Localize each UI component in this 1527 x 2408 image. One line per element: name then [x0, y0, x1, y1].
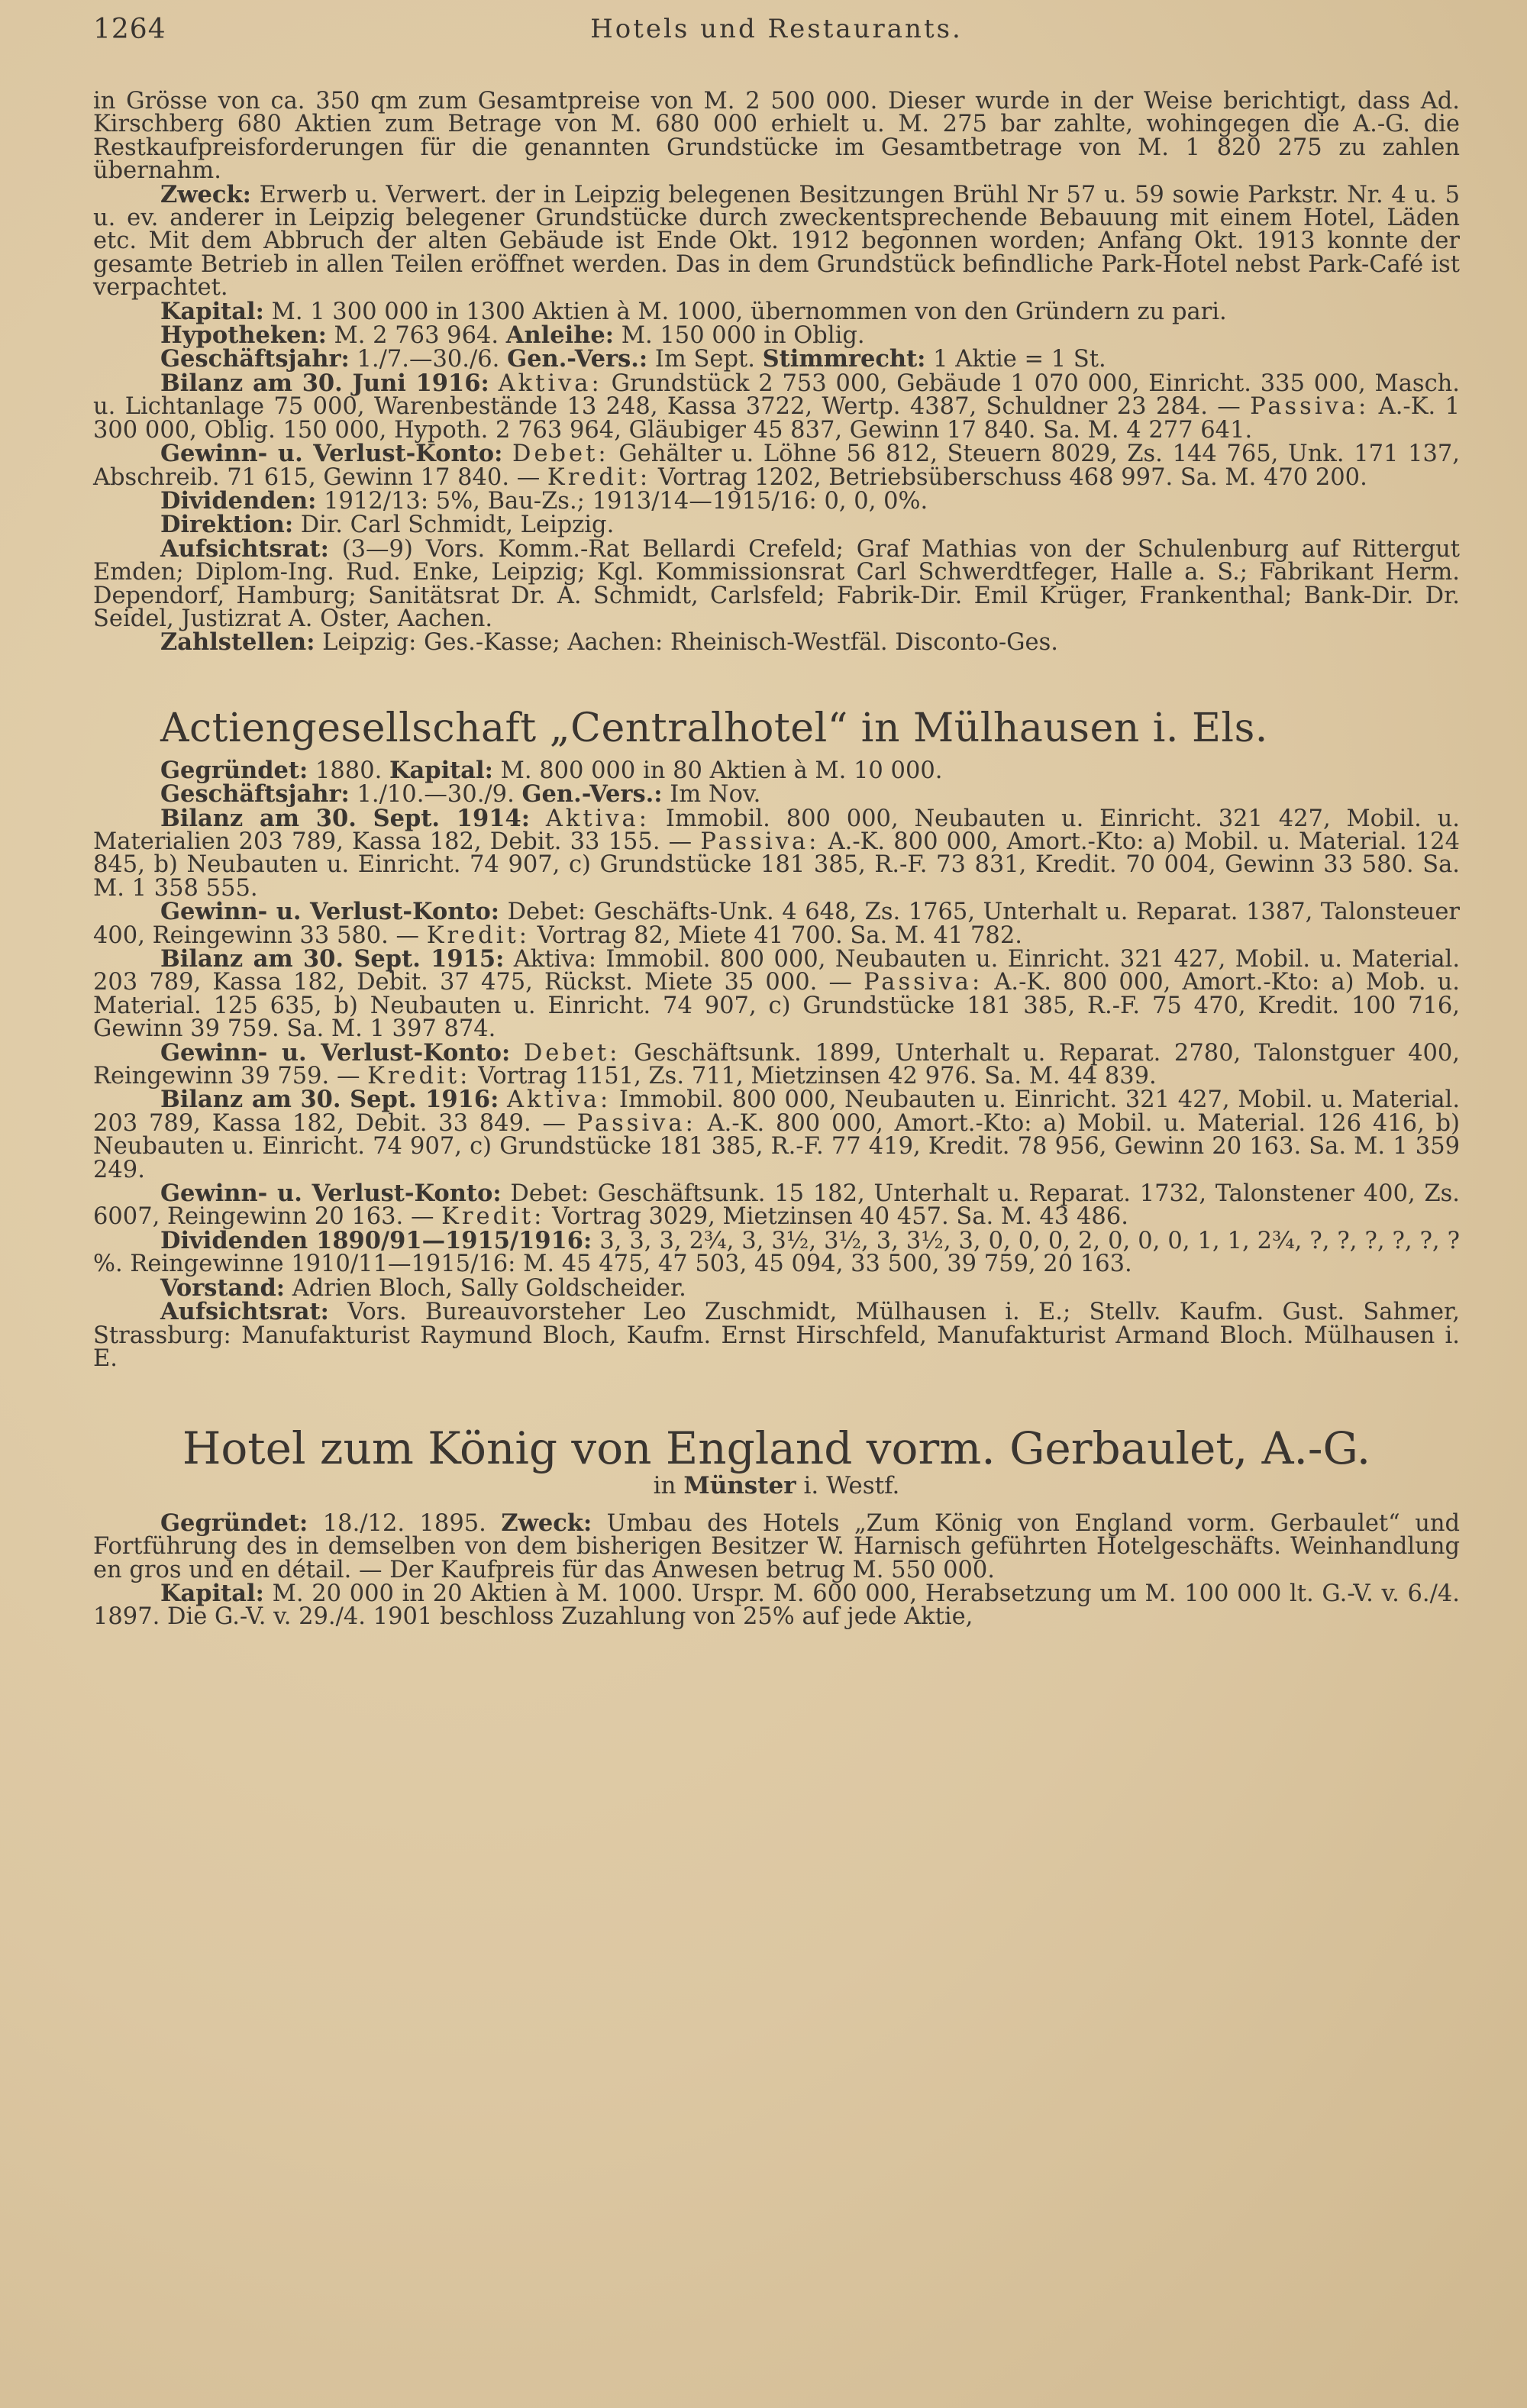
passiva-label: Passiva:	[864, 969, 983, 996]
gj-text: 1./10.—30./9.	[349, 781, 522, 809]
bilanz-text-1: Immobil. 800 000, Neubauten u. Einricht. 321 427, Mobil. u. Material. 203 789, Kassa 182, Debit. 37 475, Rückst. Miete 35 000. —	[93, 946, 1461, 996]
prev-dividenden	[93, 486, 1460, 515]
prev-zahlstellen	[93, 628, 1460, 657]
gegruendet-label: Gegründet:	[160, 1509, 308, 1537]
bilanz-text-2: A.-K. 800 000, Amort.-Kto: a) Mobil. u. Material. 126 416, b) Neubauten u. Einricht. 74 907, c) Grundstücke 181 385, R.-F. 77 419, Kredit. 78 956, Gewinn 20 163. Sa. M. 1 359 249.	[93, 1109, 1460, 1183]
aktiva-label: Aktiva:	[498, 370, 602, 397]
kredit-label: Kredit:	[426, 922, 530, 949]
gv-text: Im Nov.	[662, 781, 761, 809]
koenig-gegruendet	[93, 1509, 1461, 1583]
koenig-kapital	[93, 1579, 1460, 1631]
bilanz-label: Bilanz am 30. Sept. 1915:	[160, 945, 505, 973]
central-gegruendet	[93, 756, 1460, 784]
gv-konto-text-2: Vortrag 1202, Betriebsüberschuss 468 997. Sa. M. 470 200.	[651, 463, 1367, 491]
dividenden-label: Dividenden 1890/91—1915/1916:	[160, 1226, 592, 1254]
koenig-subtitle	[93, 1472, 1460, 1500]
debet-label: Debet:	[523, 1039, 621, 1067]
central-bilanz-1915	[93, 947, 1460, 1041]
central-geschaeftsjahr	[93, 780, 1460, 809]
gv-label: Gen.-Vers.:	[521, 780, 663, 809]
gv-text-2: Vortrag 1151, Zs. 711, Mietzinsen 42 976. Sa. M. 44 839.	[470, 1063, 1157, 1090]
koenig-title: Hotel zum König von England vorm. Gerbaulet, A.-G.	[182, 1422, 1371, 1475]
central-bilanz-1916	[93, 1088, 1460, 1182]
aktiva-label: Aktiva:	[513, 946, 596, 973]
bilanz-text-2: A.-K. 800 000, Amort.-Kto: a) Mobil. u. Material. 124 845, b) Neubauten u. Einricht. 74 907, c) Grundstücke 181 385, R.-F. 73 831, Kredit. 70 004, Gewinn 33 580. Sa. M. 1 358 555.	[93, 828, 1460, 902]
prev-bilanz	[93, 369, 1461, 444]
koenig-city: Münster	[683, 1472, 796, 1500]
passiva-label: Passiva:	[576, 1109, 696, 1137]
aktiva-label: Aktiva:	[507, 1086, 612, 1114]
prev-geschaeftsjahr	[93, 347, 1460, 371]
debet-label: Debet:	[507, 899, 586, 926]
aktiva-label: Aktiva:	[545, 805, 651, 832]
gv-konto-label: Gewinn- u. Verlust-Konto:	[160, 1038, 511, 1067]
zahlstellen-text: Leipzig: Ges.-Kasse; Aachen: Rheinisch-Westfäl. Disconto-Ges.	[315, 629, 1058, 657]
kredit-label: Kredit:	[547, 463, 651, 491]
zahlstellen-label: Zahlstellen:	[160, 628, 315, 657]
prev-direktion	[93, 513, 1460, 537]
gv-text-2: Vortrag 3029, Mietzinsen 40 457. Sa. M. 43 486.	[544, 1203, 1128, 1231]
hypotheken-text: M. 2 763 964.	[326, 322, 506, 350]
kapital-label: Kapital:	[160, 297, 264, 325]
stimmrecht-text: 1 Aktie = 1 St.	[925, 346, 1106, 373]
debet-label: Debet:	[510, 1180, 589, 1208]
dividenden-label: Dividenden:	[160, 486, 317, 515]
gv-konto-label: Gewinn- u. Verlust-Konto:	[160, 1180, 502, 1208]
gv-konto-label: Gewinn- u. Verlust-Konto:	[160, 440, 503, 468]
koenig-sub-prefix: in	[653, 1472, 684, 1500]
page-header	[93, 14, 1460, 60]
central-vorstand	[93, 1273, 1460, 1302]
gv-text-1: Geschäftsunk. 15 182, Unterhalt u. Reparat. 1732, Talonstener 400, Zs. 6007, Reingewinn 20 163. —	[93, 1180, 1460, 1231]
vorstand-text: Adrien Bloch, Sally Goldscheider.	[285, 1274, 686, 1302]
kapital-text: M. 800 000 in 80 Aktien à M. 10 000.	[492, 757, 943, 784]
gegruendet-text: 18./12. 1895.	[308, 1509, 502, 1537]
zweck-label: Zweck:	[160, 180, 251, 208]
koenig-sub-suffix: i. Westf.	[796, 1472, 900, 1500]
prev-gewinn-verlust	[93, 442, 1460, 489]
aufsichtsrat-text: (3—9) Vors. Komm.-Rat Bellardi Crefeld; Graf Mathias von der Schulenburg auf Rittergut Emden; Diplom-Ing. Rud. Enke, Leipzig; Kgl. Kommissionsrat Carl Schwerdtfeger, Halle a. S.; Fabrikant Herm. Dependorf, Hamburg; Sanitätsrat Dr. A. Schmidt, Carlsfeld; Fabrik-Dir. Emil Krüger, Frankenthal; Bank-Dir. Dr. Seidel, Justizrat A. Oster, Aachen.	[93, 535, 1460, 632]
gj-text: 1./7.—30./6.	[349, 346, 508, 373]
gj-label: Geschäftsjahr:	[160, 780, 350, 809]
gv-text-2: Vortrag 82, Miete 41 700. Sa. M. 41 782.	[529, 922, 1022, 949]
central-gv-1914	[93, 900, 1460, 947]
running-title: Hotels und Restaurants.	[590, 14, 963, 44]
gegruendet-text: 1880.	[308, 757, 389, 784]
aufsichtsrat-label: Aufsichtsrat:	[160, 1298, 329, 1326]
passiva-label: Passiva:	[1250, 393, 1370, 421]
gv-konto-text-1: Gehälter u. Löhne 56 812, Steuern 8029, Zs. 144 765, Unk. 171 137, Abschreib. 71 615, Gewinn 17 840. —	[93, 441, 1460, 491]
bilanz-text-2: A.-K. 800 000, Amort.-Kto: a) Mob. u. Material. 125 635, b) Neubauten u. Einricht. 74 907, c) Grundstücke 181 385, R.-F. 75 470, Kredit. 100 716, Gewinn 39 759. Sa. M. 1 397 874.	[93, 969, 1461, 1043]
passiva-label: Passiva:	[700, 828, 820, 855]
dividenden-text: 1912/13: 5%, Bau-Zs.; 1913/14—1915/16: 0, 0, 0%.	[316, 487, 928, 515]
debet-label: Debet:	[512, 441, 609, 468]
gj-label: Geschäftsjahr:	[160, 345, 350, 373]
kapital-label: Kapital:	[160, 1579, 264, 1607]
zweck-text: Umbau des Hotels „Zum König von England vorm. Gerbaulet“ und Fortführung des in demselben von dem bisherigen Besitzer W. Harnisch geführten Hotelgeschäfts. Weinhandlung en gros und en détail. — Der Kaufpreis für das Anwesen betrug M. 550 000.	[93, 1509, 1461, 1583]
stimmrecht-label: Stimmrecht:	[762, 345, 926, 373]
bilanz-text-1: Immobil. 800 000, Neubauten u. Einricht. 321 427, Mobil. u. Material. 203 789, Kassa 182, Debit. 33 849. —	[93, 1086, 1461, 1137]
bilanz-text-1: Immobil. 800 000, Neubauten u. Einricht. 321 427, Mobil. u. Materialien 203 789, Kassa 182, Debit. 33 155. —	[93, 805, 1460, 855]
aufsichtsrat-label: Aufsichtsrat:	[160, 534, 329, 563]
central-aufsichtsrat	[93, 1300, 1460, 1370]
gv-konto-label: Gewinn- u. Verlust-Konto:	[160, 898, 500, 926]
central-gv-1915	[93, 1038, 1460, 1090]
kapital-text: M. 1 300 000 in 1300 Aktien à M. 1000, übernommen von den Gründern zu pari.	[263, 298, 1227, 325]
central-bilanz-1914	[93, 804, 1460, 902]
kredit-label: Kredit:	[441, 1203, 545, 1231]
page-number: 1264	[93, 14, 166, 45]
kapital-text: M. 20 000 in 20 Aktien à M. 1000. Urspr. M. 600 000, Herabsetzung um M. 100 000 lt. G.-V. v. 6./4. 1897. Die G.-V. v. 29./4. 1901 beschloss Zuzahlung von 25% auf jede Aktie,	[93, 1580, 1460, 1631]
prev-paragraph-1: in Grösse von ca. 350 qm zum Gesamtpreise von M. 2 500 000. Dieser wurde in der Weise berichtigt, dass Ad. Kirschberg 680 Aktien zum Betrage von M. 680 000 erhielt u. M. 275 bar zahlte, wohingegen die A.-G. die Restkaufpreisforderungen für die genannten Grundstücke im Gesamtbetrage von M. 1 820 275 zu zahlen übernahm.	[93, 88, 1460, 185]
bilanz-text-2: A.-K. 1 300 000, Oblig. 150 000, Hypoth. 2 763 964, Gläubiger 45 837, Gewinn 17 840. Sa. M. 4 277 641.	[93, 393, 1460, 444]
hypotheken-label: Hypotheken:	[160, 321, 327, 350]
anleihe-label: Anleihe:	[505, 321, 615, 350]
kapital-label: Kapital:	[389, 756, 493, 784]
bilanz-label: Bilanz am 30. Sept. 1916:	[160, 1086, 499, 1114]
gv-text-1: Geschäfts-Unk. 4 648, Zs. 1765, Unterhalt u. Reparat. 1387, Talonsteuer 400, Reingewinn 33 580. —	[93, 899, 1460, 949]
centralhotel-title: Actiengesellschaft „Centralhotel“ in Mülhausen i. Els.	[160, 705, 1268, 751]
direktion-label: Direktion:	[160, 511, 294, 539]
anleihe-text: M. 150 000 in Oblig.	[614, 322, 865, 350]
prev-kapital	[93, 297, 1460, 325]
bilanz-label: Bilanz am 30. Sept. 1914:	[160, 804, 530, 832]
gv-text: Im Sept.	[647, 346, 763, 373]
central-gv-1916	[93, 1182, 1460, 1229]
kredit-label: Kredit:	[367, 1063, 471, 1090]
zweck-label: Zweck:	[501, 1509, 592, 1537]
gv-text-1: Geschäftsunk. 1899, Unterhalt u. Reparat. 2780, Talonstguer 400, Reingewinn 39 759. —	[93, 1039, 1460, 1090]
prev-hypotheken	[93, 321, 1460, 350]
bilanz-text-1: Grundstück 2 753 000, Gebäude 1 070 000, Einricht. 335 000, Masch. u. Lichtanlage 75 000, Warenbestände 13 248, Kassa 3722, Wertp. 4387, Schuldner 23 284. —	[93, 370, 1461, 421]
bilanz-label: Bilanz am 30. Juni 1916:	[160, 369, 489, 397]
dividenden-text: 3, 3, 3, 2¾, 3, 3½, 3½, 3, 3½, 3, 0, 0, 0, 2, 0, 0, 0, 1, 1, 2¾, ?, ?, ?, ?, ?, ?%. Reingewinne 1910/11—1915/16: M. 45 475, 47 503, 45 094, 33 500, 39 759, 20 163.	[93, 1227, 1460, 1278]
prev-zweck	[93, 180, 1460, 302]
gegruendet-label: Gegründet:	[160, 756, 308, 784]
aufsichtsrat-text: Vors. Bureauvorsteher Leo Zuschmidt, Mülhausen i. E.; Stellv. Kaufm. Gust. Sahmer, Strassburg: Manufakturist Raymund Bloch, Kaufm. Ernst Hirschfeld, Manufakturist Armand Bloch. Mülhausen i. E.	[93, 1299, 1460, 1372]
page-body	[93, 90, 1460, 1629]
prev-aufsichtsrat	[93, 534, 1460, 632]
gv-label: Gen.-Vers.:	[507, 345, 648, 373]
vorstand-label: Vorstand:	[160, 1273, 286, 1302]
zweck-text: Erwerb u. Verwert. der in Leipzig belegenen Besitzungen Brühl Nr 57 u. 59 sowie Parkstr. Nr. 4 u. 5 u. ev. anderer in Leipzig belegener Grundstücke durch zweckentsprechende Bebauung mit einem Hotel, Läden etc. Mit dem Abbruch der alten Gebäude ist Ende Okt. 1912 begonnen worden; Anfang Okt. 1913 konnte der gesamte Betrieb in allen Teilen eröffnet werden. Das in dem Grundstück befindliche Park-Hotel nebst Park-Café ist verpachtet.	[93, 181, 1460, 302]
central-dividenden	[93, 1226, 1460, 1278]
direktion-text: Dir. Carl Schmidt, Leipzig.	[293, 512, 615, 539]
